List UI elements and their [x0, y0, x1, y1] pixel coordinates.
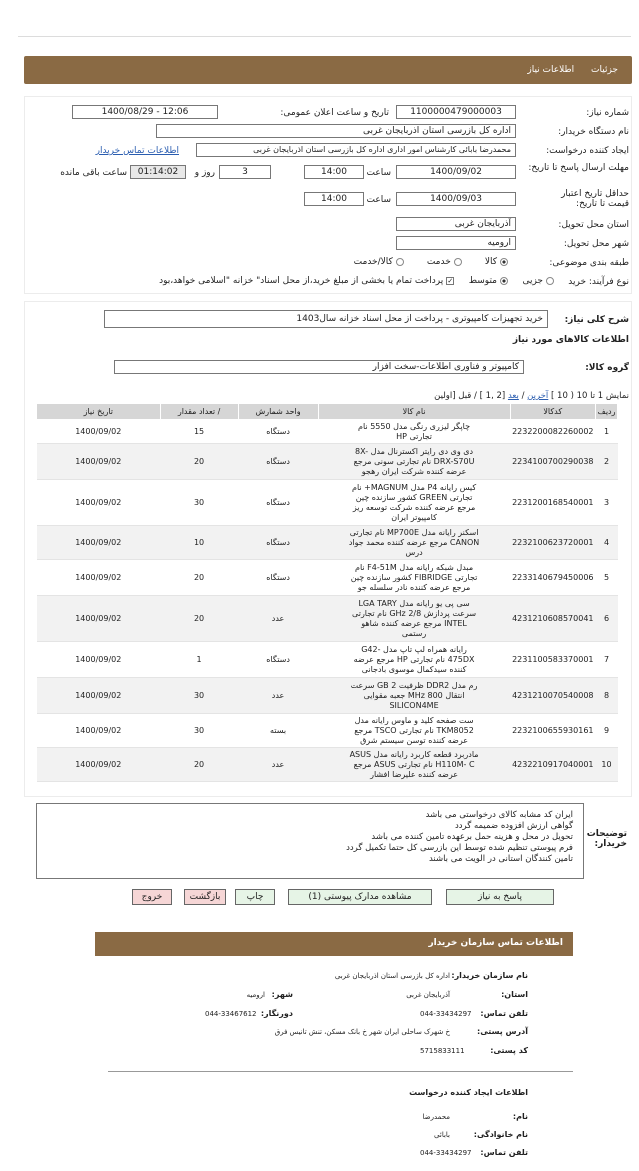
contact-address-label: آدرس پستی: [477, 1027, 528, 1036]
respond-button[interactable]: پاسخ به نیاز [446, 889, 554, 905]
contact-divider [108, 1071, 573, 1072]
contact-city-value: ارومیه [246, 991, 265, 999]
cell-name: مبدل شبکه رایانه مدل F4-51M نام تجارتی FIBRIDGE کشور سازنده چین مرجع عرضه کننده نادر سلسله جو [318, 560, 510, 596]
cell-qty: 20 [160, 748, 238, 782]
top-divider [18, 36, 631, 37]
cell-code: 4231210608570041 [510, 596, 595, 642]
process-medium-label: متوسط [468, 276, 497, 286]
note-line: ایران کد مشابه کالای درخواستی می باشد [425, 810, 573, 820]
contact-city-label: شهر: [271, 990, 293, 999]
announce-field: 1400/08/29 - 12:06 [72, 105, 218, 119]
cell-row: 3 [596, 480, 618, 526]
exit-button[interactable]: خروج [132, 889, 172, 905]
note-line: گواهی ارزش افزوده ضمیمه گردد [454, 821, 573, 831]
buyer-org-field: اداره کل بازرسی استان اذربایجان غربی [156, 124, 516, 138]
category-service-radio[interactable] [454, 258, 462, 266]
category-goods-service-radio[interactable] [396, 258, 404, 266]
creator-label: ایجاد کننده درخواست: [546, 146, 629, 156]
validity-date-field: 1400/09/03 [396, 192, 516, 206]
payment-checkbox[interactable]: ✓ [447, 276, 454, 285]
cell-code: 4231210070540008 [510, 678, 595, 714]
cell-qty: 20 [160, 596, 238, 642]
cell-date: 1400/09/02 [37, 480, 161, 526]
table-row [37, 714, 618, 748]
cell-unit: عدد [238, 678, 318, 714]
cell-code: 2234100700290038 [510, 444, 595, 480]
table-row [37, 480, 618, 526]
cell-qty: 20 [160, 444, 238, 480]
items-table [36, 403, 618, 782]
table-row [37, 444, 618, 480]
cell-name: مادربرد قطعه کاربرد رایانه مدل ASUS H110M- C نام تجارتی ASUS مرجع عرضه کننده علیرضا افشار [318, 748, 510, 782]
contact-phone-value: 044-33434297 [420, 1010, 472, 1018]
cell-code: 2231100583370001 [510, 642, 595, 678]
cell-date: 1400/09/02 [37, 444, 161, 480]
announce-label: تاریخ و ساعت اعلان عمومی: [280, 108, 389, 118]
category-goods-radio[interactable] [500, 258, 508, 266]
cell-row: 10 [596, 748, 618, 782]
cell-code: 2233140679450006 [510, 560, 595, 596]
process-minor-radio[interactable] [546, 277, 554, 285]
cell-code: 2231200168540001 [510, 480, 595, 526]
table-row [37, 420, 618, 444]
buyer-contact-link[interactable]: اطلاعات تماس خریدار [95, 146, 179, 156]
cell-unit: دستگاه [238, 420, 318, 444]
creator-name-value: محمدرضا [422, 1113, 450, 1121]
remaining-label: ساعت باقی مانده [60, 168, 127, 178]
group-label: گروه کالا: [585, 363, 629, 373]
cell-row: 7 [596, 642, 618, 678]
validity-label: حداقل تاریخ اعتبار قیمت تا تاریخ: [561, 189, 629, 209]
process-medium-radio[interactable] [500, 277, 508, 285]
cell-date: 1400/09/02 [37, 526, 161, 560]
contact-postal-value: 5715833111 [420, 1047, 465, 1055]
table-row [37, 596, 618, 642]
cell-date: 1400/09/02 [37, 642, 161, 678]
note-line: تامین کنندگان استانی در الویت می باشند [428, 854, 573, 864]
contact-org-label: نام سازمان خریدار: [451, 971, 528, 980]
category-options [354, 257, 511, 267]
col-unit: واحد شمارش [238, 404, 318, 420]
cell-name: اسکنر رایانه مدل MP700E نام تجارتی CANON مرجع عرضه کننده محمد جواد درس [318, 526, 510, 560]
contact-fax-value: 044-33467612 [205, 1010, 257, 1018]
category-label: طبقه بندی موضوعی: [549, 258, 629, 268]
validity-time-field: 14:00 [304, 192, 364, 206]
col-qty: / تعداد مقدار [160, 404, 238, 420]
cell-name: رم مدل DDR2 ظرفیت 2 GB سرعت انتقال 800 MHz جعبه مقوایی SILICON4ME [318, 678, 510, 714]
creator-family-label: نام خانوادگی: [473, 1130, 528, 1139]
process-label: نوع فرآیند: خرید [568, 277, 629, 287]
pagination-first[interactable]: [اولین [434, 391, 456, 401]
cell-unit: بسته [238, 714, 318, 748]
cell-date: 1400/09/02 [37, 420, 161, 444]
cell-name: رایانه همراه لپ تاپ مدل G42-475DX نام تجارتی HP مرجع عرضه کننده سیدکمال موسوی بادجانی [318, 642, 510, 678]
tab-need-info[interactable]: اطلاعات نیاز [527, 65, 575, 75]
deadline-date-field: 1400/09/02 [396, 165, 516, 179]
days-field: 3 [219, 165, 271, 179]
cell-unit: دستگاه [238, 444, 318, 480]
cell-date: 1400/09/02 [37, 714, 161, 748]
days-label: روز و [194, 168, 215, 178]
city-label: شهر محل تحویل: [563, 239, 629, 249]
table-row [37, 748, 618, 782]
note-line: تحویل در محل و هزینه حمل برعهده تامین کننده می باشد [371, 832, 573, 842]
col-row: ردیف [596, 404, 618, 420]
pagination-slash: / [521, 391, 525, 401]
cell-qty: 10 [160, 526, 238, 560]
cell-name: دی وی دی رایتر اکسترنال مدل 8X-DRX-S70U نام تجارتی سونی مرجع عرضه کننده شرکت ایران رهجو [318, 444, 510, 480]
cell-code: 4232210917040001 [510, 748, 595, 782]
contact-title: اطلاعات تماس سازمان خریدار [428, 938, 563, 948]
col-name: نام کالا [318, 404, 510, 420]
category-goods-service-label: کالا/خدمت [353, 257, 393, 267]
cell-unit: دستگاه [238, 560, 318, 596]
cell-code: 2232200082260002 [510, 420, 595, 444]
pagination-next[interactable]: بعد [507, 391, 519, 401]
tab-details[interactable]: جزئیات [591, 65, 618, 75]
note-line: فرم پیوستی تنظیم شده توسط این بازرسی کل حتما تکمیل گردد [346, 843, 573, 853]
contact-address-value: خ شهرک ساحلی ایران شهر خ بانک مسکن، تنش تانیس فرق [274, 1028, 450, 1036]
items-title: اطلاعات کالاهای مورد نیاز [512, 335, 629, 345]
category-service-label: خدمت [426, 257, 451, 267]
cell-unit: دستگاه [238, 526, 318, 560]
cell-row: 8 [596, 678, 618, 714]
contact-title-bar [95, 932, 573, 956]
creator-family-value: بابائی [434, 1131, 450, 1139]
table-header-row [37, 404, 618, 420]
deadline-time-field: 14:00 [304, 165, 364, 179]
process-options [159, 276, 557, 286]
deadline-label: مهلت ارسال پاسخ تا تاریخ: [528, 163, 629, 173]
cell-row: 9 [596, 714, 618, 748]
col-date: تاریخ نیاز [37, 404, 161, 420]
back-button[interactable]: بازگشت [184, 889, 226, 905]
cell-code: 2232100655930161 [510, 714, 595, 748]
creator-field: محمدرضا بابائی کارشناس امور اداری اداره کل بازرسی استان اذربایجان غربی [196, 143, 516, 157]
contact-fax-label: دورنگار: [260, 1009, 293, 1018]
group-field: کامپیوتر و فناوری اطلاعات-سخت افزار [114, 360, 524, 374]
cell-qty: 15 [160, 420, 238, 444]
cell-name: سی پی یو رایانه مدل LGA TARY سرعت پردازش 2/8 GHz نام تجارتی INTEL مرجع عرضه کننده شاهو رستمی [318, 596, 510, 642]
summary-field: خرید تجهیزات کامپیوتری - پرداخت از محل اسناد خزانه سال1403 [104, 310, 548, 328]
need-number-label: شماره نیاز: [586, 108, 629, 118]
cell-qty: 30 [160, 678, 238, 714]
payment-note: پرداخت تمام یا بخشی از مبلغ خرید،از محل اسناد" خزانه "اسلامی خواهد،بود [159, 276, 444, 286]
need-number-field: 1100000479000003 [396, 105, 516, 119]
pagination-last[interactable]: آخرین [527, 391, 549, 401]
creator-info-title: اطلاعات ایجاد کننده درخواست [409, 1088, 528, 1097]
process-minor-label: جزیی [522, 276, 543, 286]
pagination-pages[interactable]: [2 ,1 ] [479, 391, 506, 401]
validity-time-label: ساعت [366, 195, 391, 205]
cell-unit: دستگاه [238, 480, 318, 526]
table-row [37, 560, 618, 596]
cell-row: 6 [596, 596, 618, 642]
buyer-org-label: نام دستگاه خریدار: [558, 127, 629, 137]
contact-org-value: اداره کل بازرسی استان اذربایجان غربی [334, 972, 450, 980]
cell-date: 1400/09/02 [37, 560, 161, 596]
summary-label: شرح کلی نیاز: [564, 315, 629, 325]
cell-name: ست صفحه کلید و ماوس رایانه مدل TKM8052 نام تجارتی TSCO مرجع عرضه کننده توسن سیستم شرق [318, 714, 510, 748]
contact-phone-label: تلفن تماس: [480, 1009, 528, 1018]
city-field: ارومیه [396, 236, 516, 250]
cell-name: کیس رایانه P4 مدل MAGNUM+ نام تجارتی GREEN کشور سازنده چین مرجع عرضه کننده شرکت توسعه ریز کامپیوتر ایران [318, 480, 510, 526]
remaining-time-field: 01:14:02 [130, 165, 186, 179]
province-field: آذربایجان غربی [396, 217, 516, 231]
cell-date: 1400/09/02 [37, 596, 161, 642]
pagination-prev[interactable]: / قبل [458, 391, 477, 401]
header-bar [24, 56, 632, 84]
cell-date: 1400/09/02 [37, 748, 161, 782]
cell-qty: 30 [160, 714, 238, 748]
col-code: کدکالا [510, 404, 595, 420]
notes-box [36, 803, 584, 879]
creator-phone-value: 044-33434297 [420, 1149, 472, 1157]
cell-unit: عدد [238, 596, 318, 642]
deadline-time-label: ساعت [366, 168, 391, 178]
category-goods-label: کالا [484, 257, 497, 267]
contact-province-label: استان: [501, 990, 528, 999]
contact-postal-label: کد پستی: [490, 1046, 528, 1055]
cell-code: 2232100623720001 [510, 526, 595, 560]
table-row [37, 526, 618, 560]
contact-province-value: آذربایجان غربی [406, 991, 450, 999]
cell-row: 5 [596, 560, 618, 596]
notes-label: توضیحات خریدار: [586, 829, 627, 849]
table-row [37, 642, 618, 678]
cell-date: 1400/09/02 [37, 678, 161, 714]
pagination-info: نمایش 1 تا 10 ( 10 ] [551, 391, 629, 401]
cell-row: 1 [596, 420, 618, 444]
cell-qty: 1 [160, 642, 238, 678]
cell-qty: 20 [160, 560, 238, 596]
creator-name-label: نام: [512, 1112, 528, 1121]
cell-row: 2 [596, 444, 618, 480]
province-label: استان محل تحویل: [558, 220, 629, 230]
cell-row: 4 [596, 526, 618, 560]
cell-unit: عدد [238, 748, 318, 782]
cell-unit: دستگاه [238, 642, 318, 678]
cell-qty: 30 [160, 480, 238, 526]
attachments-button[interactable]: مشاهده مدارک پیوستی (1) [288, 889, 432, 905]
creator-phone-label: تلفن تماس: [480, 1148, 528, 1157]
table-row [37, 678, 618, 714]
cell-name: چاپگر لیزری رنگی مدل 5550 نام تجارتی HP [318, 420, 510, 444]
pagination [434, 391, 629, 401]
print-button[interactable]: چاپ [235, 889, 275, 905]
